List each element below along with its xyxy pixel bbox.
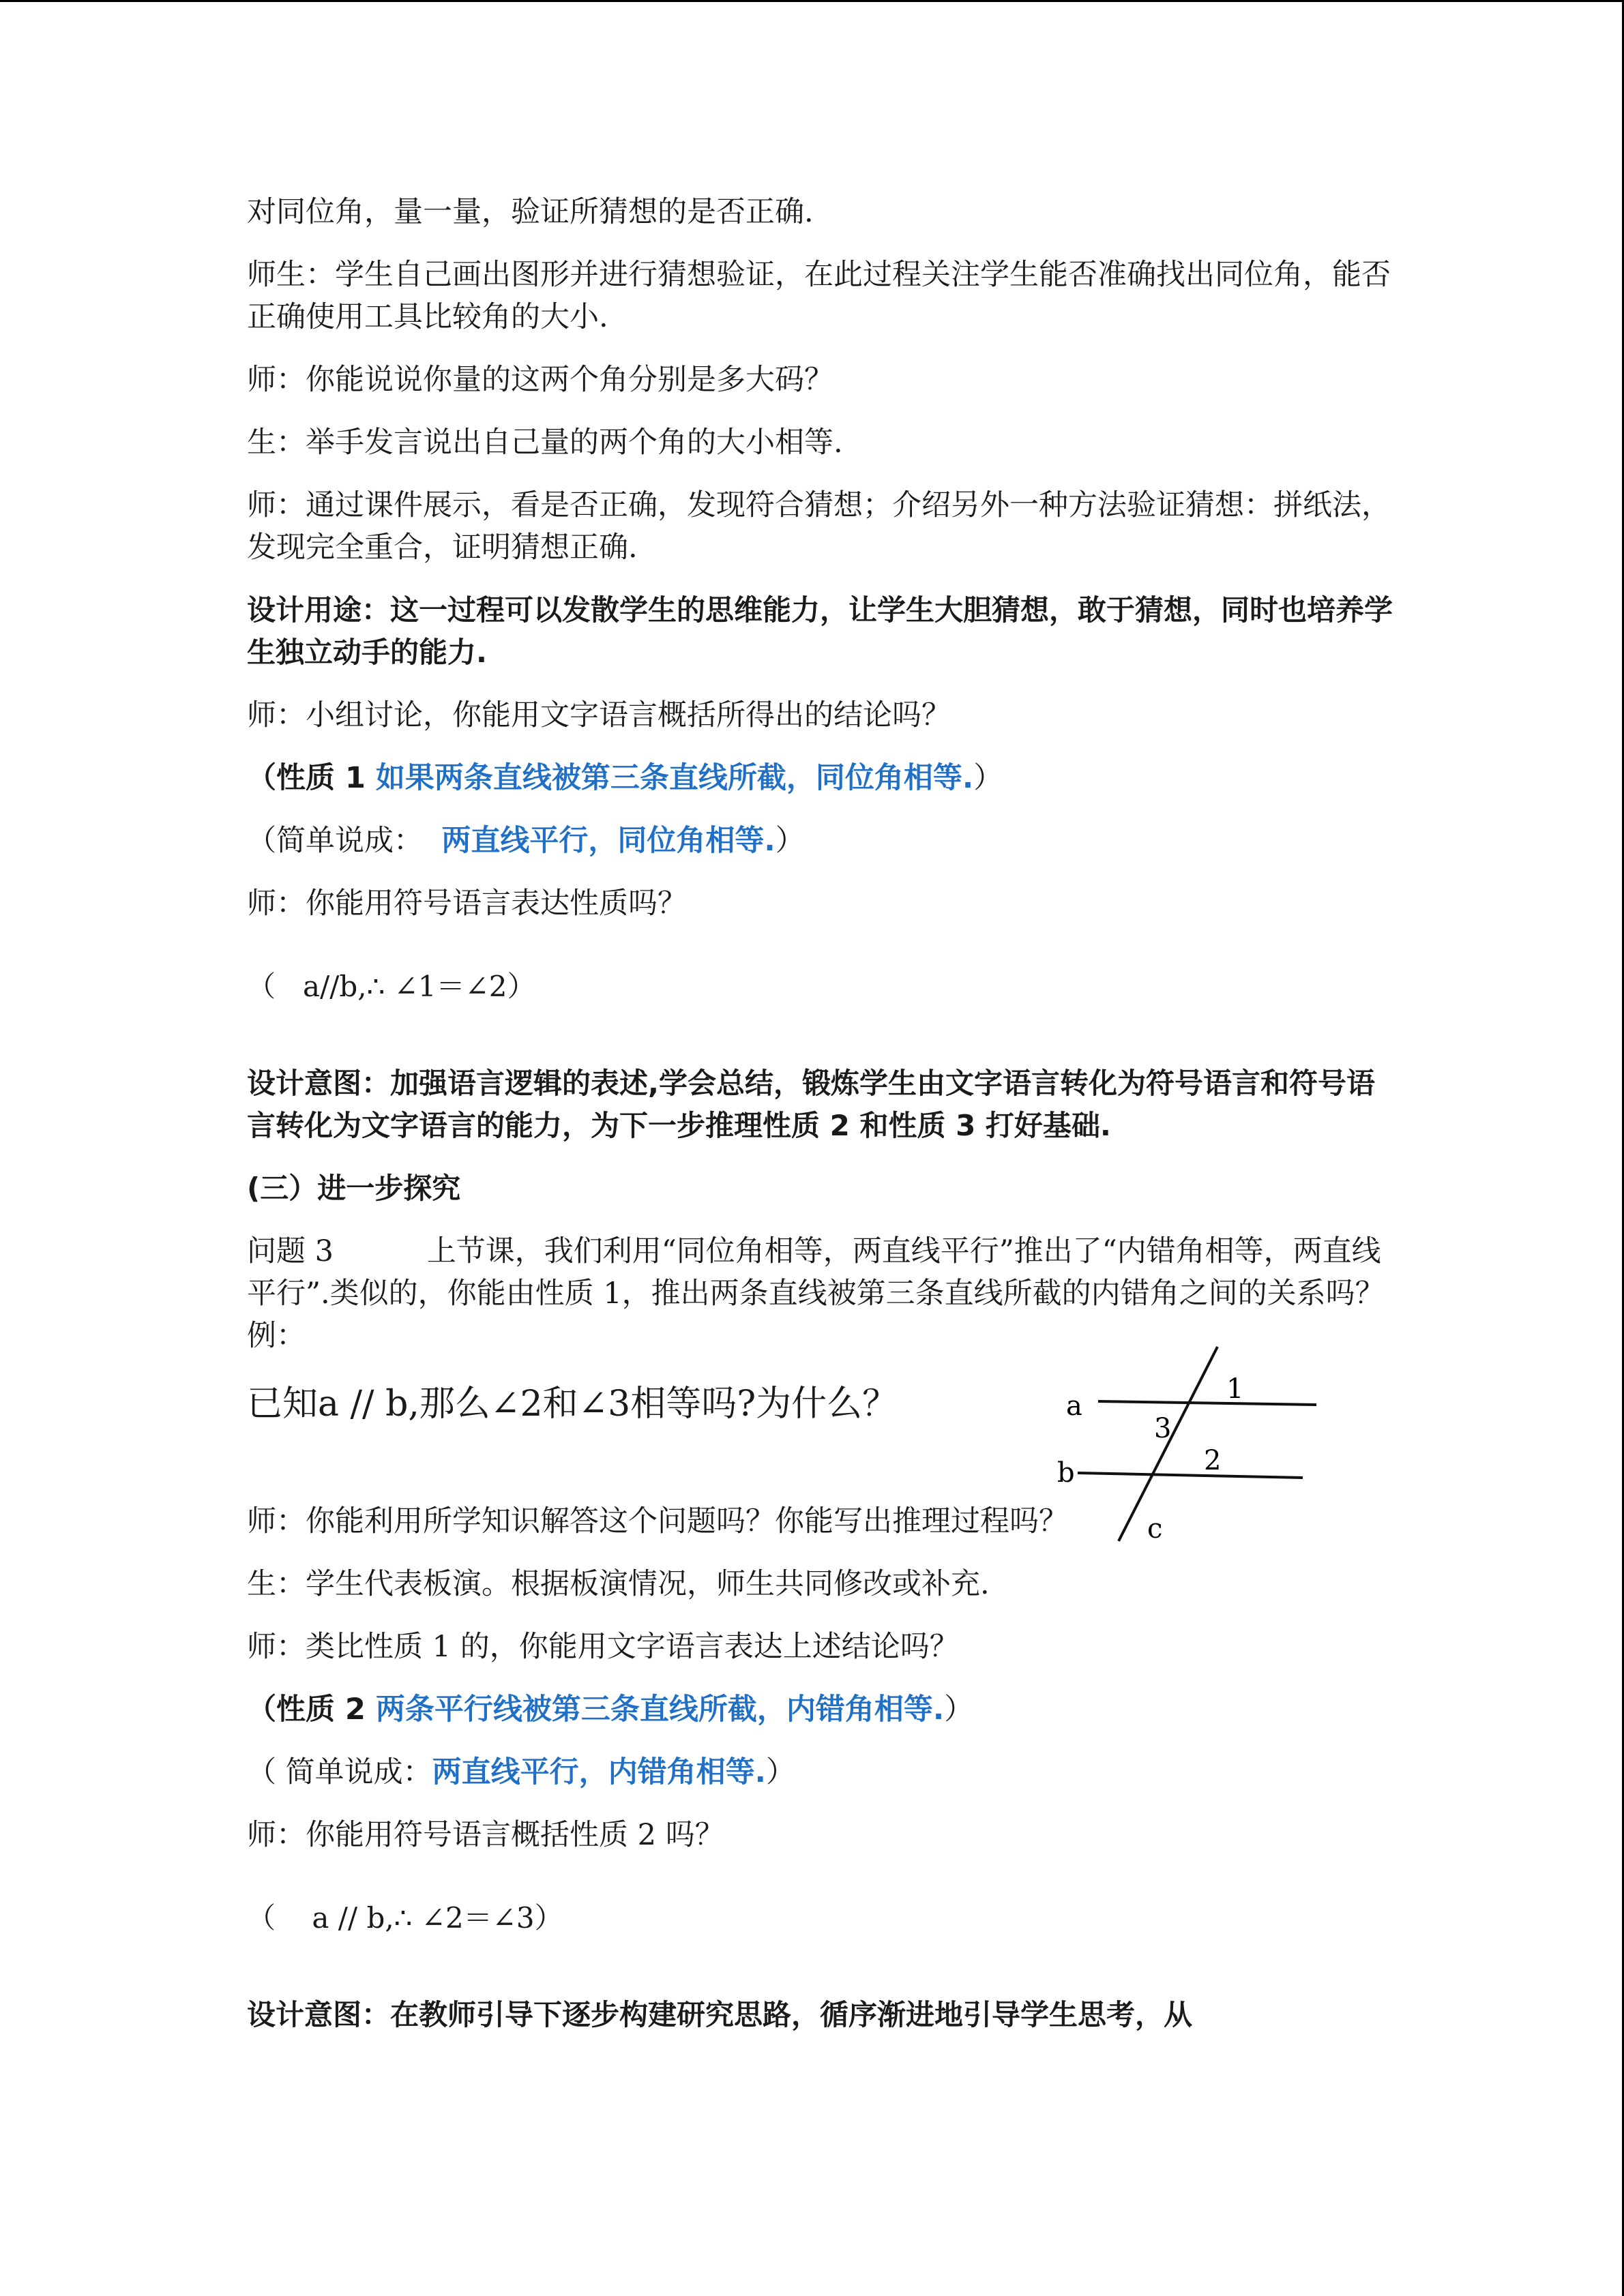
design-intent-2: 设计意图：加强语言逻辑的表述,学会总结，锻炼学生由文字语言转化为符号语言和符号语言转化为文字语言的能力，为下一步推理性质 2 和性质 3 打好基础. xyxy=(247,1067,1375,1142)
label-angle-2: 2 xyxy=(1204,1445,1222,1476)
known-statement: 已知a // b,那么∠2和∠3相等吗?为什么？ xyxy=(247,1384,898,1425)
simple-statement-1 xyxy=(247,820,1393,862)
label-angle-3: 3 xyxy=(1154,1413,1172,1444)
property-1-line xyxy=(247,757,1393,799)
simple-2-text: 两直线平行，内错角相等. xyxy=(432,1755,767,1789)
document-page xyxy=(247,191,1393,2057)
line-a xyxy=(1098,1401,1316,1405)
question-3: 问题 3 上节课，我们利用“同位角相等，两直线平行”推出了“内错角相等，两直线平行”.类似的，你能由性质 1，推出两条直线被第三条直线所截的内错角之间的关系吗？例： xyxy=(247,1234,1385,1353)
formula-property-1: （ a//b,∴ ∠1＝∠2） xyxy=(247,970,536,1003)
simple-2-close: ） xyxy=(766,1755,796,1789)
page-top-border xyxy=(0,0,1624,2)
line-b xyxy=(1078,1473,1303,1478)
property-2-open: （性质 2 xyxy=(247,1693,376,1727)
paragraph-board-demo: 生：学生代表板演。根据板演情况，师生共同修改或补充. xyxy=(247,1567,990,1601)
paragraph-symbol-question: 师：你能用符号语言表达性质吗？ xyxy=(247,886,687,921)
parallel-lines-figure xyxy=(805,1337,1323,1555)
label-a: a xyxy=(1066,1390,1082,1422)
section-heading-3: (三）进一步探究 xyxy=(247,1172,461,1205)
simple-1-open: （简单说成： xyxy=(247,824,442,858)
paragraph-group-discussion: 师：小组讨论，你能用文字语言概括所得出的结论吗？ xyxy=(247,698,951,732)
property-2-text: 两条平行线被第三条直线所截，内错角相等. xyxy=(375,1693,945,1727)
design-intent-3: 设计意图：在教师引导下逐步构建研究思路，循序渐进地引导学生思考，从 xyxy=(247,1998,1193,2031)
simple-1-text: 两直线平行，同位角相等. xyxy=(441,824,776,858)
paragraph-teacher-student: 师生：学生自己画出图形并进行猜想验证，在此过程关注学生能否准确找出同位角，能否正确使用工具比较角的大小. xyxy=(247,258,1391,334)
simple-2-open: （ 简单说成： xyxy=(247,1755,432,1789)
design-purpose-1: 设计用途：这一过程可以发散学生的思维能力，让学生大胆猜想，敢于猜想，同时也培养学生独立动手的能力. xyxy=(247,593,1393,669)
paragraph-reasoning-question: 师：你能利用所学知识解答这个问题吗？你能写出推理过程吗？ xyxy=(247,1504,1068,1538)
property-1-open: （性质 1 xyxy=(247,761,376,795)
label-b: b xyxy=(1057,1457,1075,1489)
label-angle-1: 1 xyxy=(1226,1373,1244,1405)
property-2-line xyxy=(247,1688,1393,1731)
label-c: c xyxy=(1147,1513,1163,1545)
property-1-close: ） xyxy=(973,761,1003,795)
simple-1-close: ） xyxy=(775,824,805,858)
paragraph-teacher-question: 师：你能说说你量的这两个角分别是多大码？ xyxy=(247,363,833,397)
property-2-close: ） xyxy=(944,1693,974,1727)
paragraph-verify: 对同位角，量一量，验证所猜想的是否正确. xyxy=(247,195,814,229)
paragraph-analogy: 师：类比性质 1 的，你能用文字语言表达上述结论吗？ xyxy=(247,1630,959,1664)
property-1-text: 如果两条直线被第三条直线所截，同位角相等. xyxy=(375,761,974,795)
paragraph-courseware: 师：通过课件展示，看是否正确，发现符合猜想；介绍另外一种方法验证猜想：拼纸法，发现完全重合，证明猜想正确. xyxy=(247,488,1391,565)
paragraph-student-answer: 生：举手发言说出自己量的两个角的大小相等. xyxy=(247,426,843,460)
paragraph-symbol-property-2: 师：你能用符号语言概括性质 2 吗？ xyxy=(247,1818,724,1852)
simple-statement-2 xyxy=(247,1751,1393,1793)
formula-property-2: （ a // b,∴ ∠2＝∠3） xyxy=(247,1901,563,1935)
